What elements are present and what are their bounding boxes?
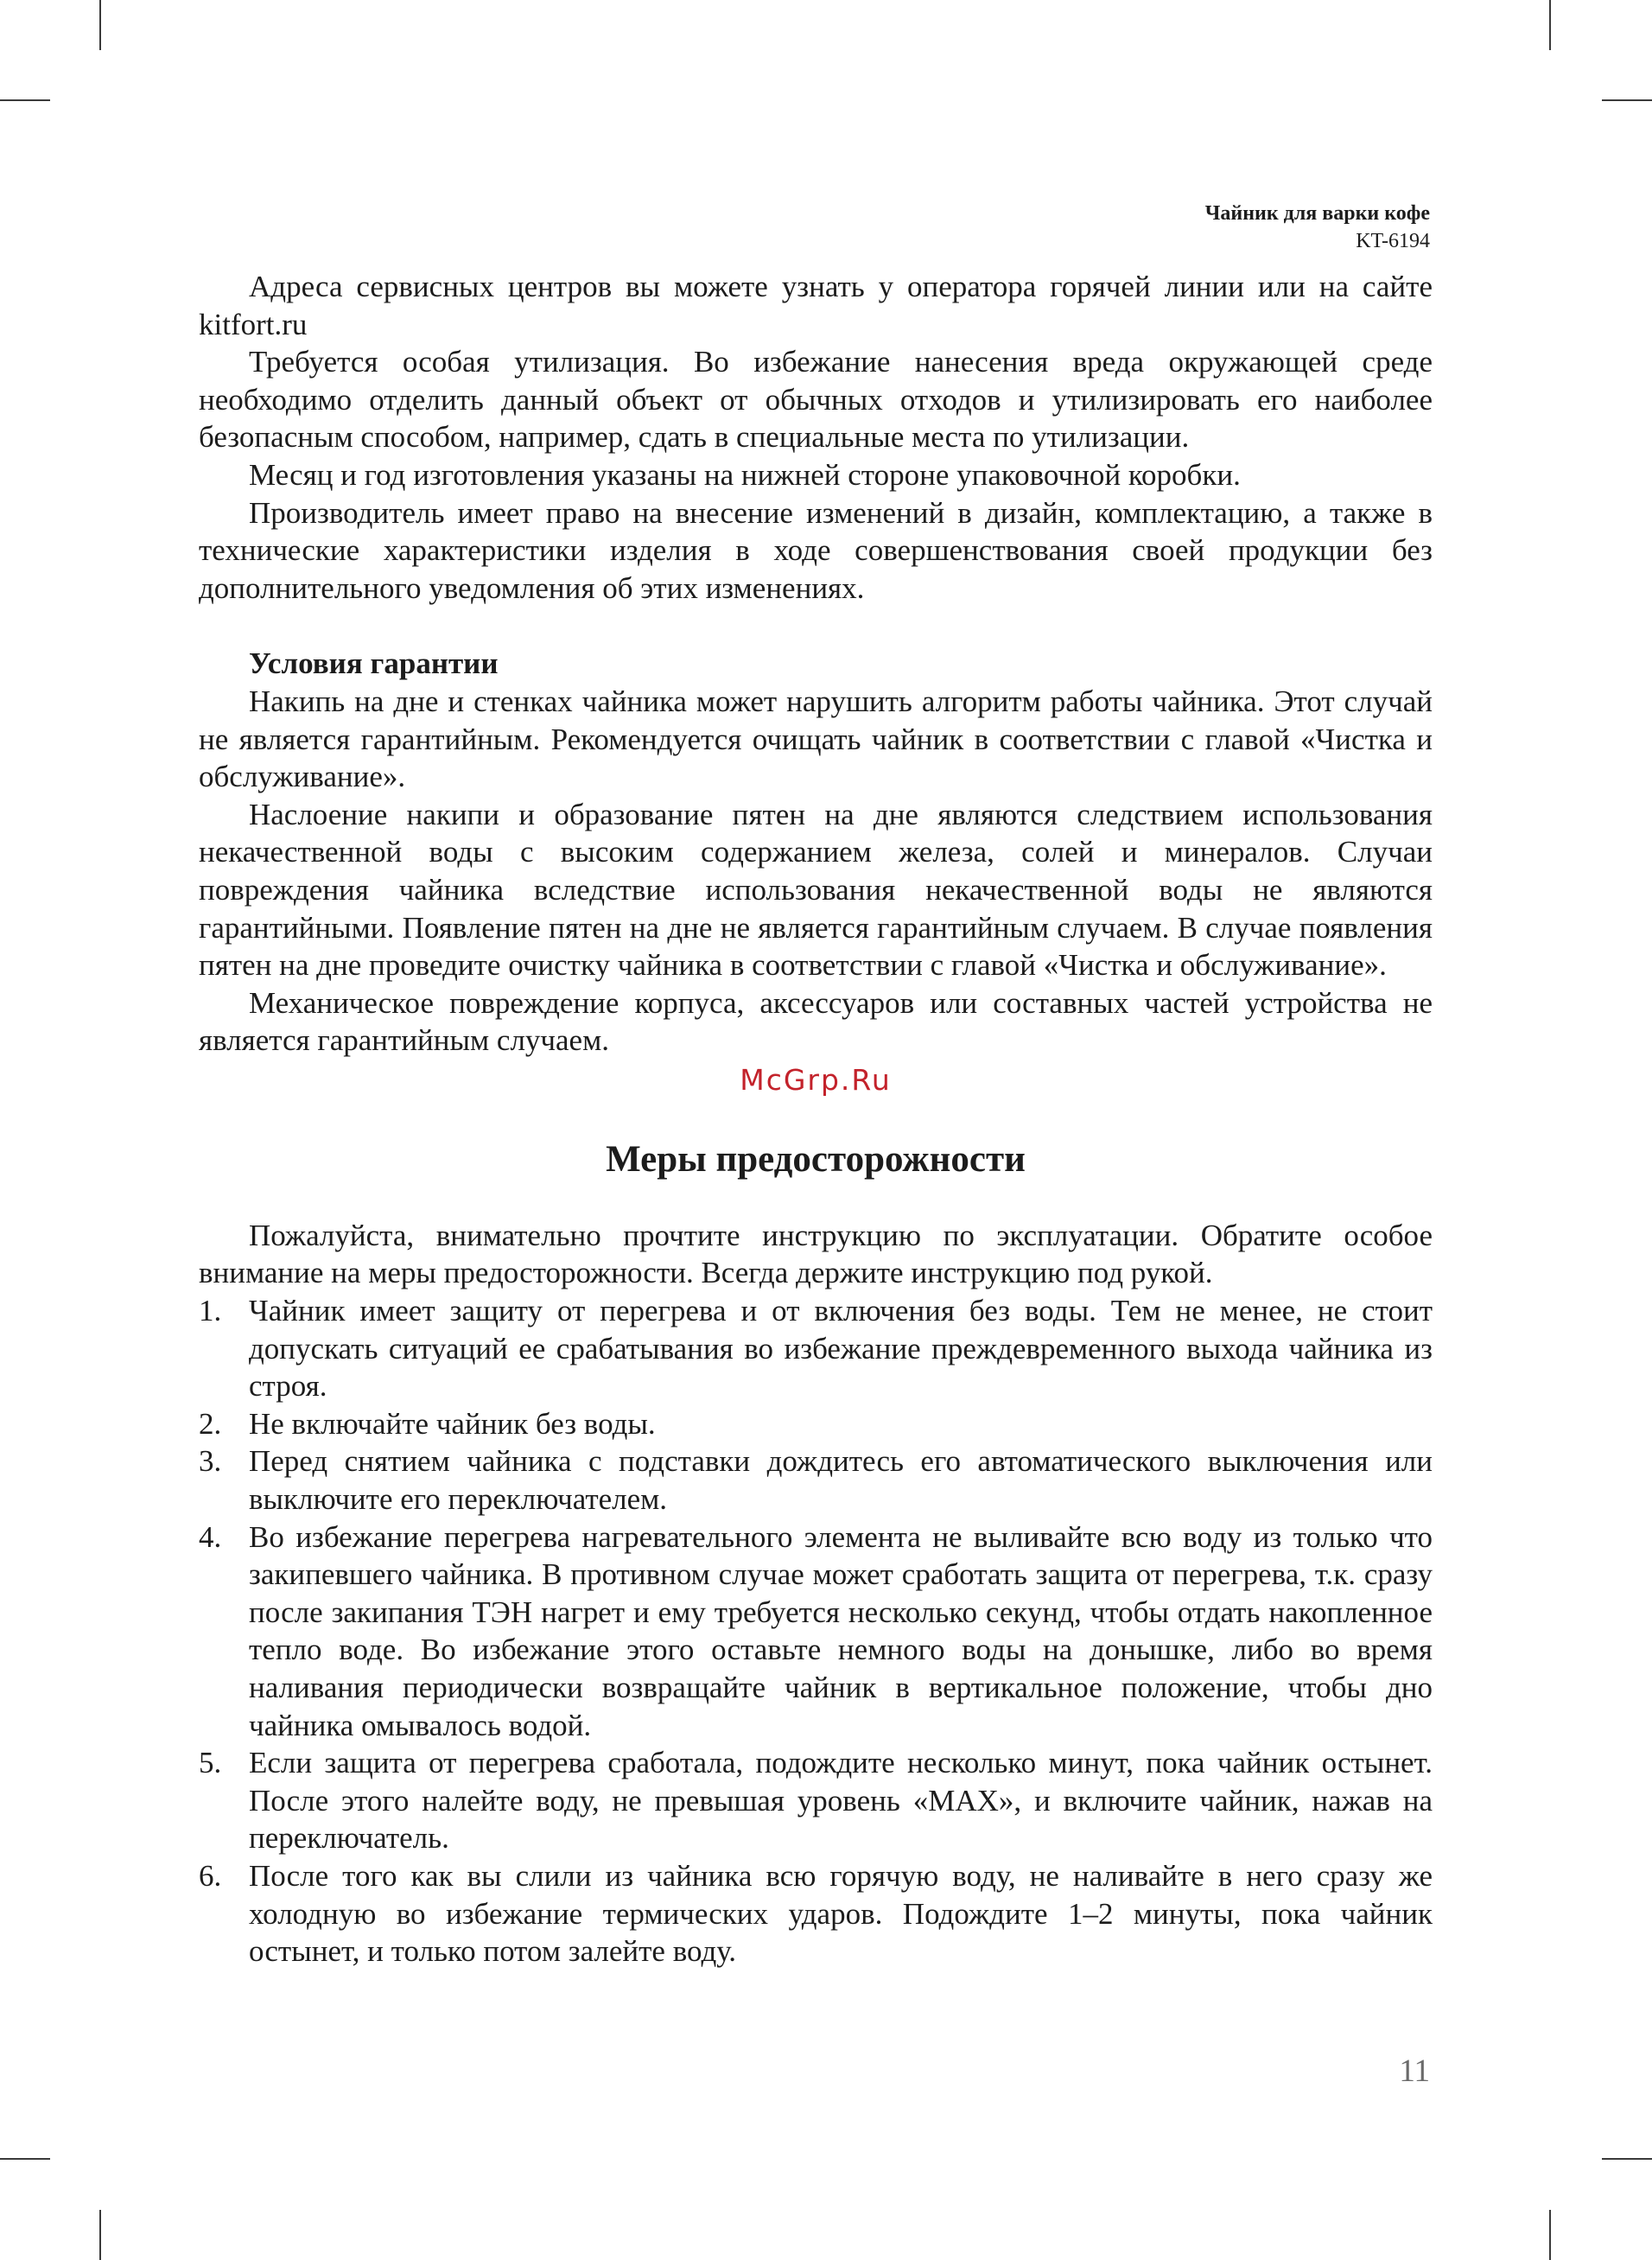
list-item-number: 4. bbox=[199, 1519, 222, 1554]
crop-mark-bottom-left bbox=[99, 2210, 101, 2260]
watermark-text: McGrp.Ru bbox=[740, 1062, 892, 1097]
precautions-intro: Пожалуйста, внимательно прочтите инструкцию по эксплуатации. Обратите особое внимание на меры предосторожности. Всегда держите инструкцию под рукой. bbox=[199, 1218, 1433, 1290]
list-item bbox=[199, 1442, 1433, 1518]
crop-mark-right-bottom bbox=[1602, 2158, 1652, 2160]
running-header bbox=[1205, 200, 1430, 255]
list-item bbox=[199, 1405, 1433, 1443]
precautions-list bbox=[199, 1292, 1433, 1970]
section-title-precautions: Меры предосторожности bbox=[606, 1138, 1026, 1180]
crop-mark-top-left bbox=[99, 0, 101, 50]
list-item-number: 6. bbox=[199, 1858, 222, 1893]
header-model: KT-6194 bbox=[1356, 230, 1430, 252]
crop-mark-top-right bbox=[1549, 0, 1551, 50]
list-item-text: Перед снятием чайника с подставки дождитесь его автоматического выключения или выключите его переключателем. bbox=[249, 1444, 1433, 1517]
paragraph-manufacture-date: Месяц и год изготовления указаны на нижней стороне упаковочной коробки. bbox=[249, 457, 1241, 492]
warranty-paragraph-stains: Наслоение накипи и образование пятен на дне являются следствием использования некачественной воды с высоким содержанием железа, солей и минералов. Случаи повреждения чайника вследствие использования некачественной воды не являются гарантийными. Появление пятен на дне не является гарантийным случаем. В случае появления пятен на дне проведите очистку чайника в соответствии с главой «Чистка и обслуживание». bbox=[199, 797, 1433, 983]
list-item bbox=[199, 1292, 1433, 1405]
crop-mark-left-bottom bbox=[0, 2158, 50, 2160]
warranty-heading: Условия гарантии bbox=[249, 646, 499, 681]
list-item bbox=[199, 1857, 1433, 1970]
header-title: Чайник для варки кофе bbox=[1204, 202, 1430, 225]
list-item-text: Не включайте чайник без воды. bbox=[249, 1406, 656, 1441]
list-item-number: 3. bbox=[199, 1444, 222, 1479]
page-content bbox=[199, 268, 1433, 1970]
warranty-paragraph-mechanical: Механическое повреждение корпуса, аксессуаров или составных частей устройства не является гарантийным случаем. bbox=[199, 985, 1433, 1058]
spacer bbox=[199, 607, 1433, 645]
paragraph-manufacturer-rights: Производитель имеет право на внесение изменений в дизайн, комплектацию, а также в технические характеристики изделия в ходе совершенствования своей продукции без дополнительного уведомления об этих изменениях. bbox=[199, 495, 1433, 605]
list-item-text: Если защита от перегрева сработала, подождите несколько минут, пока чайник остынет. После этого налейте воду, не превышая уровень «MAX», и включите чайник, нажав на переключатель. bbox=[249, 1746, 1433, 1856]
list-item bbox=[199, 1518, 1433, 1745]
paragraph-disposal: Требуется особая утилизация. Во избежание нанесения вреда окружающей среде необходимо отделить данный объект от обычных отходов и утилизировать его наиболее безопасным способом, например, сдать в специальные места по утилизации. bbox=[199, 345, 1433, 455]
list-item-text: Чайник имеет защиту от перегрева и от включения без воды. Тем не менее, не стоит допускать ситуаций ее срабатывания во избежание преждевременного выхода чайника из строя. bbox=[249, 1294, 1433, 1404]
list-item-number: 1. bbox=[199, 1294, 222, 1328]
list-item-number: 5. bbox=[199, 1746, 222, 1780]
crop-mark-right-top bbox=[1602, 99, 1652, 101]
list-item-text: После того как вы слили из чайника всю горячую воду, не наливайте в него сразу же холодную во избежание термических ударов. Подождите 1–2 минуты, пока чайник остынет, и только потом залейте воду. bbox=[249, 1858, 1433, 1969]
crop-mark-left-top bbox=[0, 99, 50, 101]
list-item-text: Во избежание перегрева нагревательного элемента не выливайте всю воду из только что закипевшего чайника. В противном случае может сработать защита от перегрева, т.к. сразу после закипания ТЭН нагрет и ему требуется несколько секунд, чтобы отдать накопленное тепло воде. Во избежание этого оставьте немного воды на донышке, либо во время наливания периодически возвращайте чайник в вертикальное положение, чтобы дно чайника омывалось водой. bbox=[249, 1519, 1433, 1742]
crop-mark-bottom-right bbox=[1549, 2210, 1551, 2260]
list-item bbox=[199, 1744, 1433, 1857]
warranty-paragraph-scale: Накипь на дне и стенках чайника может нарушить алгоритм работы чайника. Этот случай не является гарантийным. Рекомендуется очищать чайник в соответствии с главой «Чистка и обслуживание». bbox=[199, 684, 1433, 794]
list-item-number: 2. bbox=[199, 1406, 222, 1441]
paragraph-service-centers: Адреса сервисных центров вы можете узнать у оператора горячей линии или на сайте kitfort.ru bbox=[199, 270, 1433, 341]
page-number: 11 bbox=[1399, 2053, 1430, 2089]
